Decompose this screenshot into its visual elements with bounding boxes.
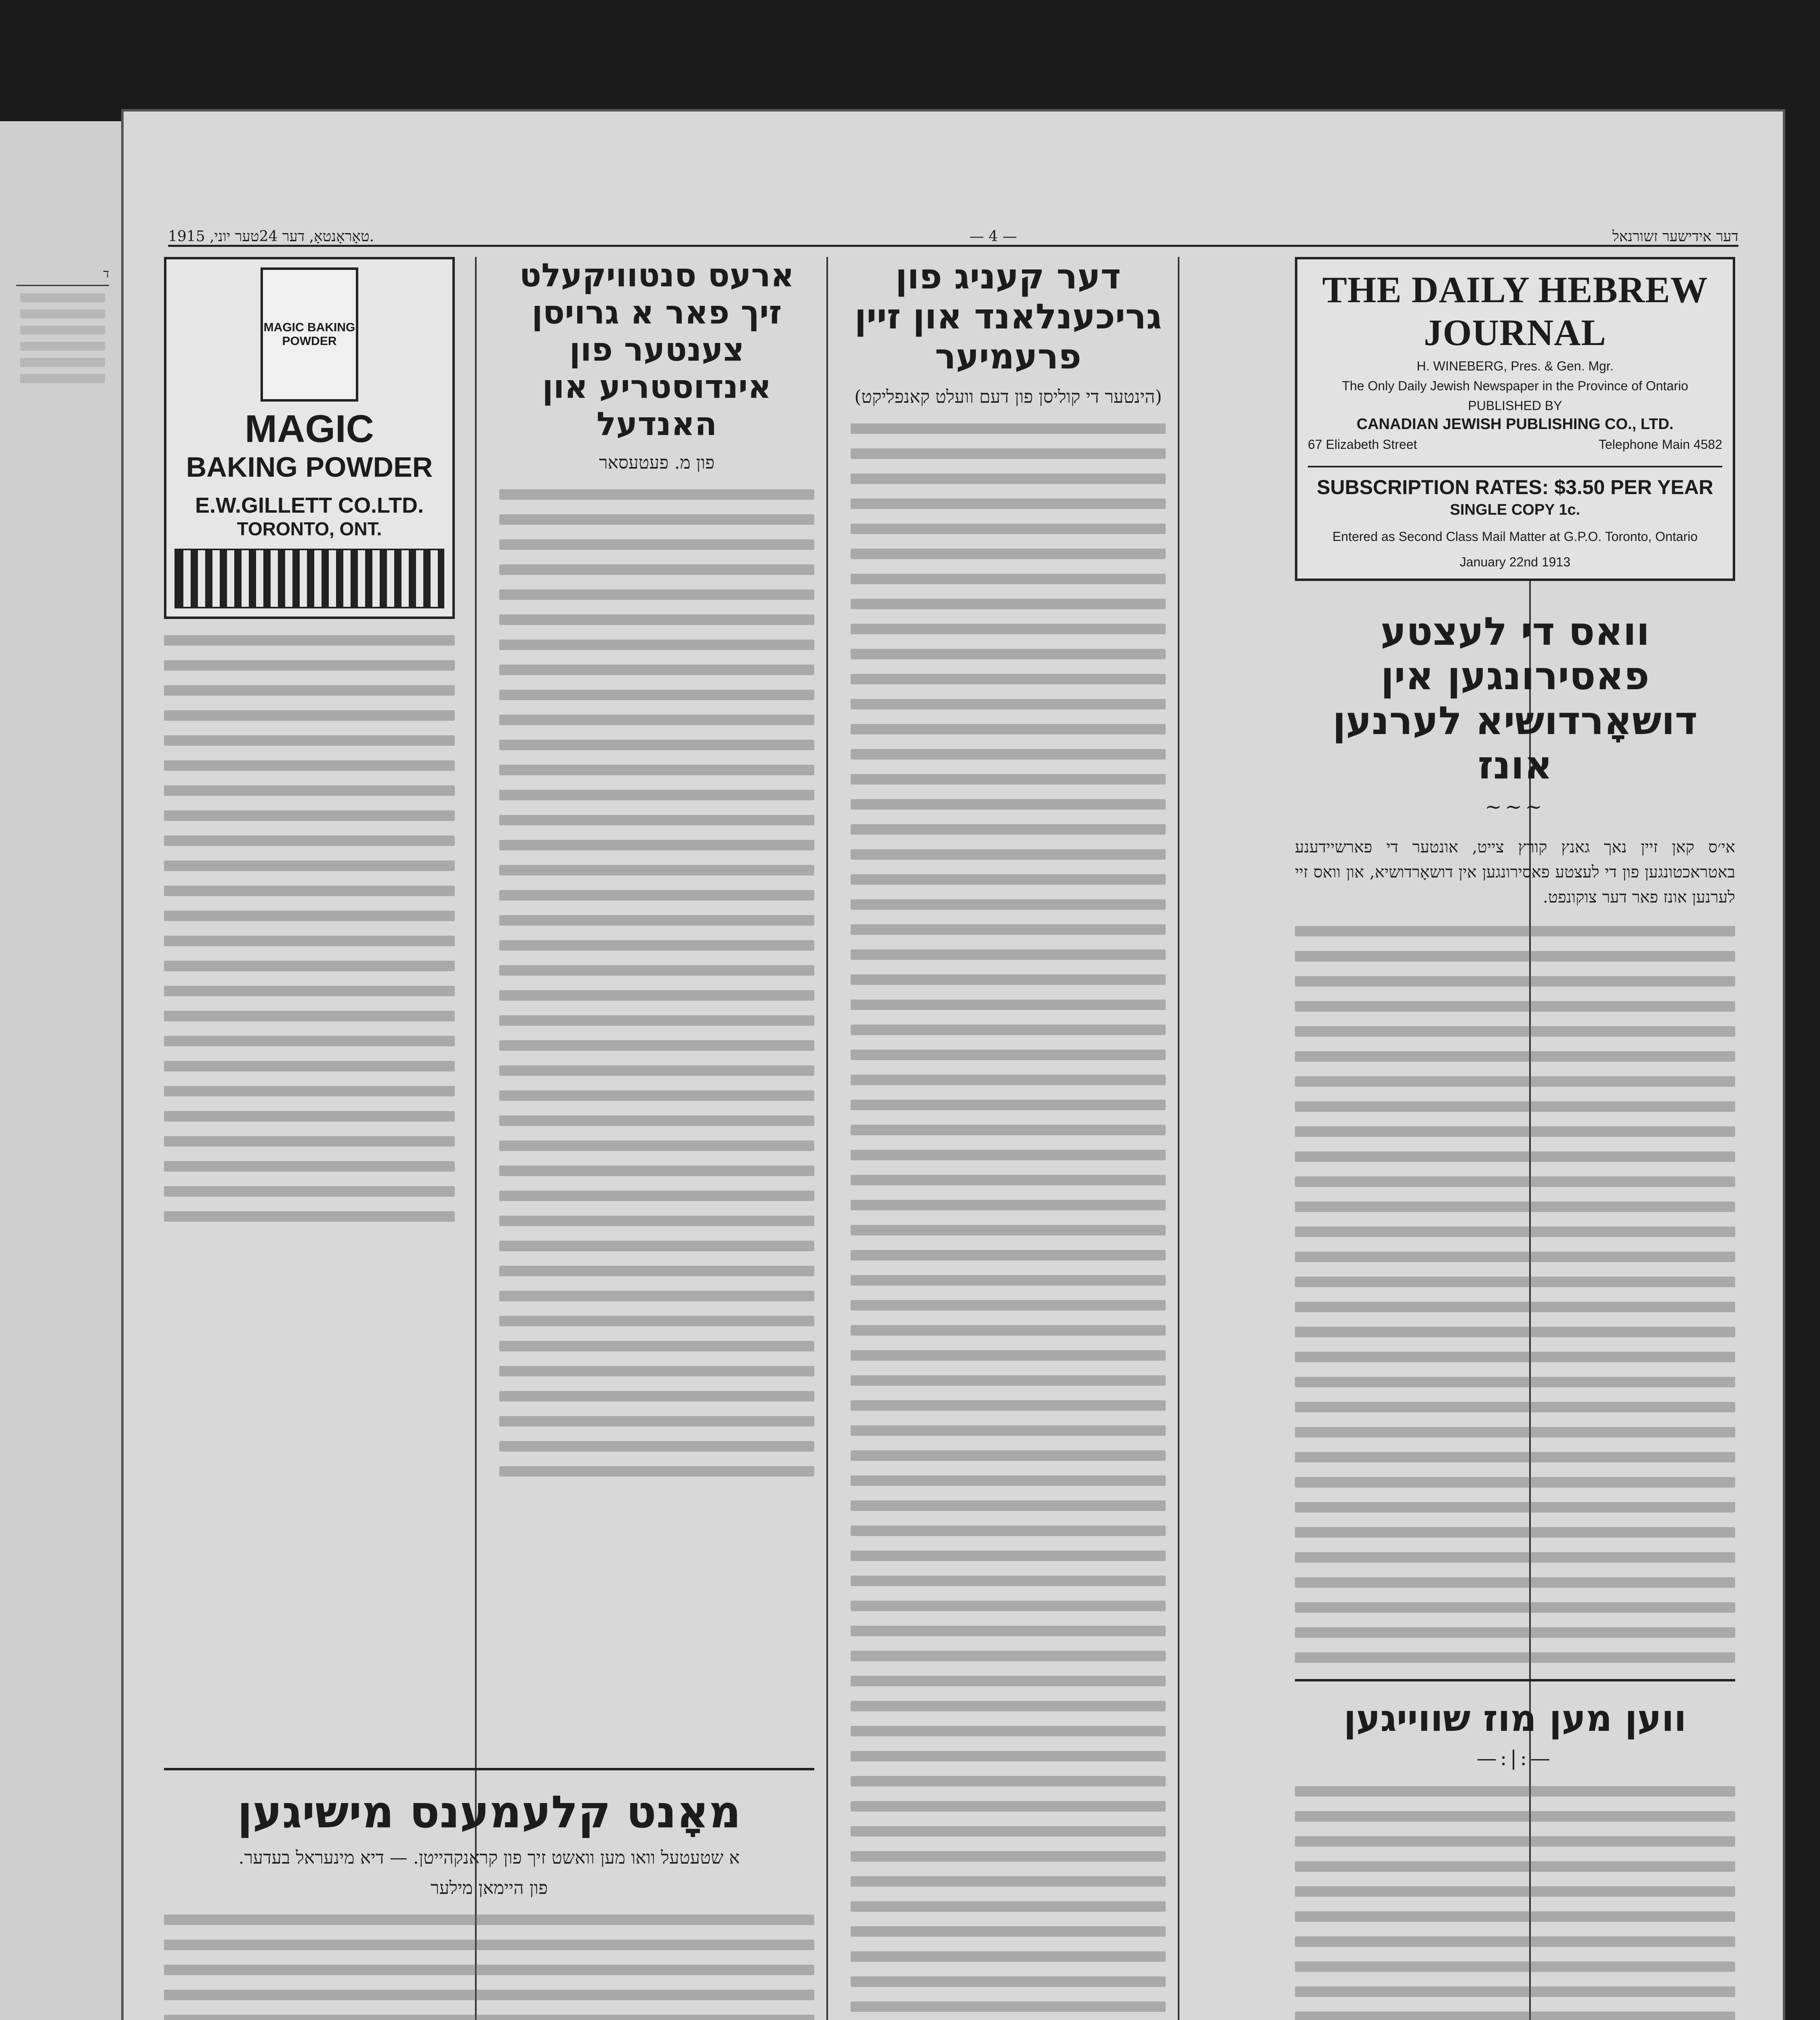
article-mount-clemens-byline: פון היימאן מילער	[430, 1877, 548, 1898]
editorial-column	[1295, 257, 1735, 2020]
ad-brand: E.W.GILLETT CO.LTD.	[195, 493, 424, 518]
magic-baking-powder-ad	[164, 257, 455, 619]
journal-info-box	[1295, 257, 1735, 581]
article-industry-title: ארעס סנטוויקעלט זיך פאר א גרויסן צענטער פון אינדוסטריע און האנדעל	[519, 257, 794, 443]
telephone: Telephone Main 4582	[1598, 437, 1722, 452]
page-number: — 4 —	[969, 228, 1017, 245]
tagline: The Only Daily Jewish Newspaper in the Province of Ontario	[1342, 379, 1688, 393]
editorial2-title: ווען מען מוז שווייגען	[1343, 1697, 1687, 1740]
publishing-company: CANADIAN JEWISH PUBLISHING CO., LTD.	[1356, 416, 1674, 433]
article-greece-subtitle: (הינטער די קוליסן פון דעם וועלט קאנפליקט)	[854, 386, 1162, 407]
ad-illustration	[174, 549, 444, 608]
subscription-rates: SUBSCRIPTION RATES: $3.50 PER YEAR	[1308, 466, 1722, 499]
article-mount-clemens	[164, 1752, 814, 2020]
journal-title: THE DAILY HEBREW JOURNAL	[1322, 269, 1708, 353]
article-greece-column	[851, 257, 1166, 2020]
editorial-body: אי׳ס קאן זיין נאך גאנץ קורץ צייט, אונטער די פארשיידענע באטראכטונגען פון די לעצטע פאסירונגען אין דושאָרדושיא, און וואס זיי לערנען אונז פאר דער צוקונפט.	[1295, 837, 1735, 907]
section-divider	[1295, 1679, 1735, 1681]
ad-title: MAGIC	[245, 407, 374, 450]
adjacent-page	[0, 121, 121, 2020]
adjacent-page-header: ד	[16, 267, 109, 286]
article-mount-clemens-subtitle: א שטעטעל וואו מען וואשט זיך פון קראנקהייטן. — דיא מינעראל בעדער.	[238, 1847, 740, 1868]
section-divider	[164, 1768, 814, 1770]
published-by-label: PUBLISHED BY	[1468, 398, 1562, 413]
mail-entry-date: January 22nd 1913	[1460, 555, 1570, 569]
article-mount-clemens-body-text-block	[164, 1915, 814, 2020]
article-industry-body-text-block	[499, 489, 814, 1477]
newspaper-page	[121, 109, 1785, 2020]
ad-city: TORONTO, ONT.	[237, 518, 382, 539]
article-industry-byline: פון מ. פעטעסאר	[599, 452, 715, 473]
ad-column	[164, 257, 455, 1236]
single-copy-price: SINGLE COPY 1c.	[1450, 501, 1580, 518]
street-address: 67 Elizabeth Street	[1308, 437, 1417, 452]
paper-name: דער אידישער זשורנאל	[1612, 228, 1738, 245]
article-mount-clemens-title: מאָנט קלעמענס מישיגען	[237, 1786, 741, 1838]
editorial-title: וואס די לעצטע פאסירונגען אין דושאָרדושיא לערנען אונז	[1332, 609, 1698, 788]
title-ornament: ~~~	[1485, 795, 1545, 819]
editorial2-ornament: —:|:—	[1476, 1746, 1554, 1770]
baking-powder-can-icon: MAGIC BAKING POWDER	[261, 267, 358, 402]
article-greece-body-text-block	[851, 423, 1166, 2012]
adjacent-page-fragment	[16, 267, 109, 2020]
column-body-text-block	[164, 635, 455, 1222]
publisher-line: H. WINEBERG, Pres. & Gen. Mgr.	[1416, 359, 1614, 373]
article-greece-title: דער קעניג פון גריכענלאנד און זיין פרעמיער	[854, 257, 1162, 377]
column-rule	[826, 257, 828, 2020]
page-header	[168, 221, 1738, 247]
ad-subtitle: BAKING POWDER	[186, 451, 433, 483]
column-rule	[1178, 257, 1179, 2020]
editorial-body-text-block	[1295, 926, 1735, 1663]
mail-entry-note: Entered as Second Class Mail Matter at G.P.O. Toronto, Ontario	[1332, 529, 1698, 544]
issue-date: טאָראָנטאָ, דער 24טער יוני, 1915.	[168, 228, 374, 245]
editorial2-body-text-block	[1295, 1786, 1735, 2020]
address-line	[1308, 437, 1722, 452]
